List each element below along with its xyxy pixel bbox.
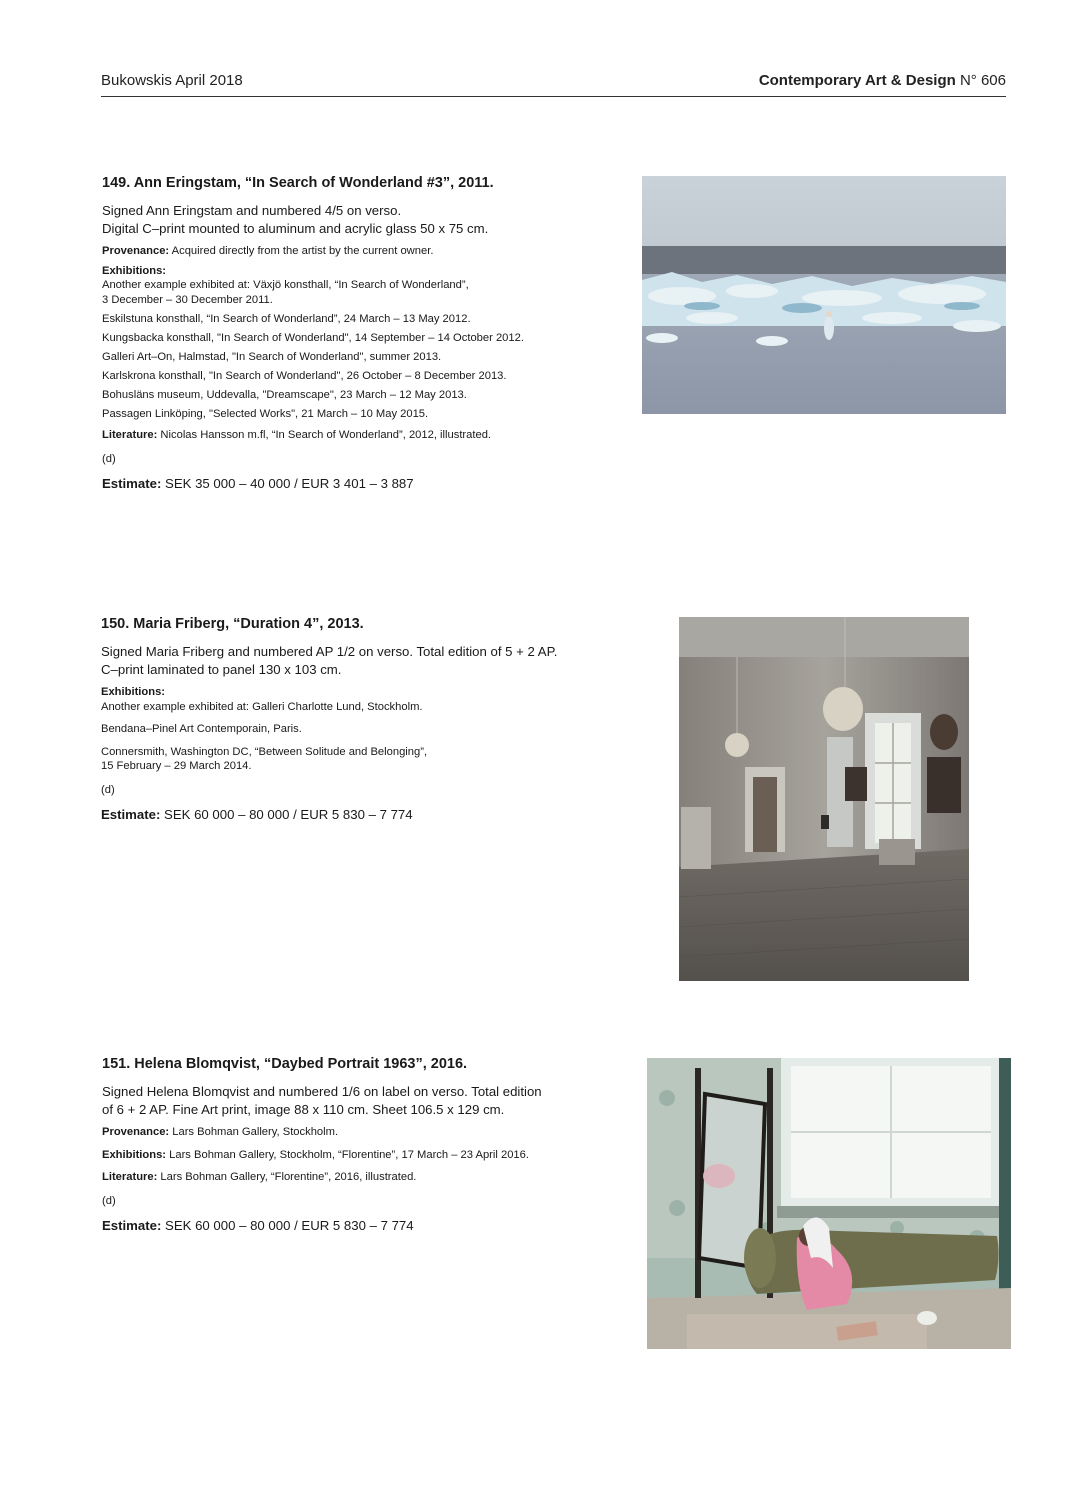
exhibitions-label: Exhibitions:	[102, 1148, 167, 1161]
lot-literature	[102, 428, 602, 443]
lot-description-line: C–print laminated to panel 130 x 103 cm.	[101, 661, 342, 677]
lot-estimate	[102, 475, 602, 492]
lot-150	[101, 615, 621, 823]
provenance-text: Lars Bohman Gallery, Stockholm.	[169, 1126, 339, 1138]
exhibition-item: Eskilstuna konsthall, “In Search of Wonderland”, 24 March – 13 May 2012.	[102, 312, 471, 325]
exhibition-item: Karlskrona konsthall, "In Search of Wonderland", 26 October – 8 December 2013.	[102, 369, 507, 382]
catalog-header-right	[759, 72, 1006, 89]
estimate-label: Estimate:	[102, 475, 162, 491]
lot-description-line: Signed Maria Friberg and numbered AP 1/2 on verso. Total edition of 5 + 2 AP.	[101, 644, 558, 659]
exhibition-item: Kungsbacka konsthall, "In Search of Wonderland", 14 September – 14 October 2012.	[102, 331, 524, 344]
literature-label: Literature:	[102, 1171, 158, 1183]
exhibition-item: Another example exhibited at: Galleri Charlotte Lund, Stockholm.	[101, 700, 423, 713]
lot-149	[102, 174, 602, 492]
lot-vat-mark: (d)	[102, 1194, 116, 1207]
lot-149-image	[642, 176, 1006, 414]
lot-vat-mark: (d)	[102, 452, 116, 465]
lot-description-line: of 6 + 2 AP. Fine Art print, image 88 x 110 cm. Sheet 106.5 x 129 cm.	[102, 1101, 505, 1117]
exhibitions-label: Exhibitions:	[102, 264, 167, 277]
estimate-value: SEK 60 000 – 80 000 / EUR 5 830 – 7 774	[161, 1217, 414, 1233]
lot-exhibitions	[102, 1148, 622, 1163]
exhibition-item: Connersmith, Washington DC, “Between Solitude and Belonging”,	[101, 745, 428, 758]
lot-title: 150. Maria Friberg, “Duration 4”, 2013.	[101, 616, 364, 632]
estimate-value: SEK 60 000 – 80 000 / EUR 5 830 – 7 774	[160, 806, 413, 822]
lot-151-image	[647, 1058, 1011, 1349]
lot-estimate	[101, 806, 621, 823]
lot-vat-mark: (d)	[101, 783, 115, 796]
lot-description-line: Signed Helena Blomqvist and numbered 1/6 on label on verso. Total edition	[102, 1084, 542, 1099]
lot-description	[101, 643, 621, 678]
lot-description	[102, 1083, 622, 1118]
lot-150-image	[679, 617, 969, 981]
literature-text: Lars Bohman Gallery, “Florentine”, 2016, illustrated.	[157, 1171, 417, 1183]
exhibition-item: Another example exhibited at: Växjö konsthall, “In Search of Wonderland”,	[102, 279, 469, 291]
provenance-label: Provenance:	[102, 245, 170, 257]
exhibition-item: Galleri Art–On, Halmstad, "In Search of Wonderland", summer 2013.	[102, 350, 442, 363]
provenance-label: Provenance:	[102, 1126, 170, 1138]
header-divider	[101, 96, 1006, 97]
lot-description	[102, 202, 602, 237]
exhibition-item: Bendana–Pinel Art Contemporain, Paris.	[101, 723, 302, 735]
lot-151	[102, 1055, 622, 1234]
estimate-label: Estimate:	[101, 806, 161, 822]
lot-estimate	[102, 1217, 622, 1234]
literature-label: Literature:	[102, 429, 158, 441]
lot-provenance	[102, 244, 602, 259]
exhibition-item: 15 February – 29 March 2014.	[101, 760, 252, 772]
exhibition-item: Bohusläns museum, Uddevalla, "Dreamscape", 23 March – 12 May 2013.	[102, 388, 467, 401]
exhibition-item: 3 December – 30 December 2011.	[102, 293, 273, 306]
estimate-label: Estimate:	[102, 1217, 162, 1233]
provenance-text: Acquired directly from the artist by the current owner.	[169, 245, 434, 257]
lot-description-line: Signed Ann Eringstam and numbered 4/5 on verso.	[102, 203, 402, 218]
lot-provenance	[102, 1125, 622, 1140]
lot-title: 151. Helena Blomqvist, “Daybed Portrait 1963”, 2016.	[102, 1056, 468, 1072]
catalog-number: N° 606	[955, 72, 1006, 89]
lot-literature	[102, 1170, 622, 1185]
estimate-value: SEK 35 000 – 40 000 / EUR 3 401 – 3 887	[161, 475, 414, 491]
catalog-section-title: Contemporary Art & Design	[758, 72, 956, 89]
lot-exhibitions	[101, 685, 621, 774]
catalog-header-left: Bukowskis April 2018	[101, 72, 243, 89]
exhibition-item: Passagen Linköping, "Selected Works", 21 March – 10 May 2015.	[102, 407, 429, 420]
literature-text: Nicolas Hansson m.fl, “In Search of Wonderland”, 2012, illustrated.	[157, 429, 492, 441]
lot-title: 149. Ann Eringstam, “In Search of Wonderland #3”, 2011.	[102, 175, 494, 191]
lot-description-line: Digital C–print mounted to aluminum and acrylic glass 50 x 75 cm.	[102, 220, 489, 236]
lot-exhibitions	[102, 264, 602, 422]
exhibitions-label: Exhibitions:	[101, 686, 166, 698]
exhibitions-text: Lars Bohman Gallery, Stockholm, “Florentine”, 17 March – 23 April 2016.	[166, 1148, 529, 1161]
